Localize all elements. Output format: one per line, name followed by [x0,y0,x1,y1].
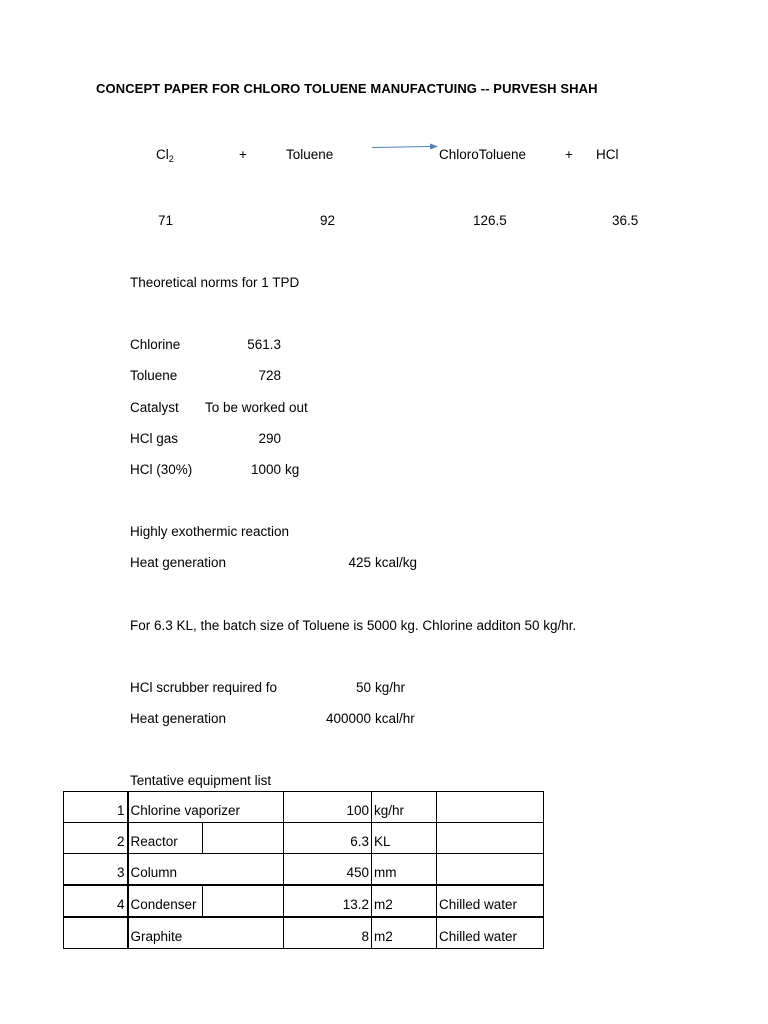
equipment-unit: m2 [372,885,437,917]
equipment-value: 450 [284,854,372,886]
exothermic-note: Highly exothermic reaction [130,524,290,539]
equipment-value: 8 [284,917,372,949]
equipment-note [437,792,544,823]
norm-label: HCl gas [130,431,179,446]
norm-unit: kg [285,462,300,477]
norm-value: 561.3 [247,337,281,352]
norm-value: 728 [258,368,281,383]
product-chlorotoluene: ChloroToluene [439,147,527,162]
norm-value: 1000 [250,462,281,477]
reactant-toluene: Toluene [286,147,334,162]
equipment-value: 6.3 [284,823,372,854]
product-hcl: HCl [596,147,619,162]
equipment-unit: m2 [372,917,437,949]
heat-generation-label: Heat generation [130,555,227,570]
equipment-note [437,854,544,886]
equipment-name: Graphite [128,917,284,949]
equipment-note [437,823,544,854]
equipment-unit: mm [372,854,437,886]
equipment-name: Condenser [128,885,203,917]
heat-generation-2-value: 400000 [325,711,371,726]
equipment-note: Chilled water [437,917,544,949]
equipment-name: Column [128,854,284,886]
equipment-table [63,791,544,949]
table-row [64,854,544,886]
equipment-extra [203,823,284,854]
page-title: CONCEPT PAPER FOR CHLORO TOLUENE MANUFACTUING -- PURVESH SHAH [96,81,598,96]
scrubber-value: 50 [355,680,371,695]
scrubber-label: HCl scrubber required fo [130,680,278,695]
table-row [64,917,544,949]
equipment-extra [203,885,284,917]
mw-chlorine: 71 [158,213,174,228]
mw-chlorotoluene: 126.5 [473,213,507,228]
equipment-name: Chlorine vaporizer [128,792,284,823]
norm-label: HCl (30%) [130,462,193,477]
plus-sign-2: + [565,147,573,162]
equipment-name: Reactor [128,823,203,854]
norm-value: To be worked out [205,400,308,415]
equipment-note: Chilled water [437,885,544,917]
batch-note: For 6.3 KL, the batch size of Toluene is 5000 kg. Chlorine additon 50 kg/hr. [130,618,577,633]
heat-generation-unit: kcal/kg [375,555,418,570]
heat-generation-2-unit: kcal/hr [375,711,415,726]
plus-sign-1: + [239,147,247,162]
reaction-arrow-icon [372,141,438,153]
equipment-heading: Tentative equipment list [130,773,272,788]
equipment-no: 4 [64,885,128,917]
equipment-no [64,917,128,949]
reactant-chlorine [156,147,174,163]
reactant-chlorine-subscript: 2 [168,154,174,164]
norm-label: Catalyst [130,400,179,415]
equipment-value: 13.2 [284,885,372,917]
mw-hcl: 36.5 [612,213,639,228]
heat-generation-value: 425 [348,555,371,570]
norm-label: Toluene [130,368,178,383]
norm-label: Chlorine [130,337,181,352]
equipment-unit: KL [372,823,437,854]
table-row [64,792,544,823]
table-row [64,885,544,917]
equipment-unit: kg/hr [372,792,437,823]
heat-generation-2-label: Heat generation [130,711,227,726]
table-row [64,823,544,854]
norms-heading: Theoretical norms for 1 TPD [130,275,300,290]
scrubber-unit: kg/hr [375,680,406,695]
equipment-no: 3 [64,854,128,886]
norm-value: 290 [258,431,281,446]
reactant-chlorine-symbol: Cl [156,147,169,162]
equipment-no: 1 [64,792,128,823]
equipment-no: 2 [64,823,128,854]
equipment-value: 100 [284,792,372,823]
mw-toluene: 92 [320,213,336,228]
